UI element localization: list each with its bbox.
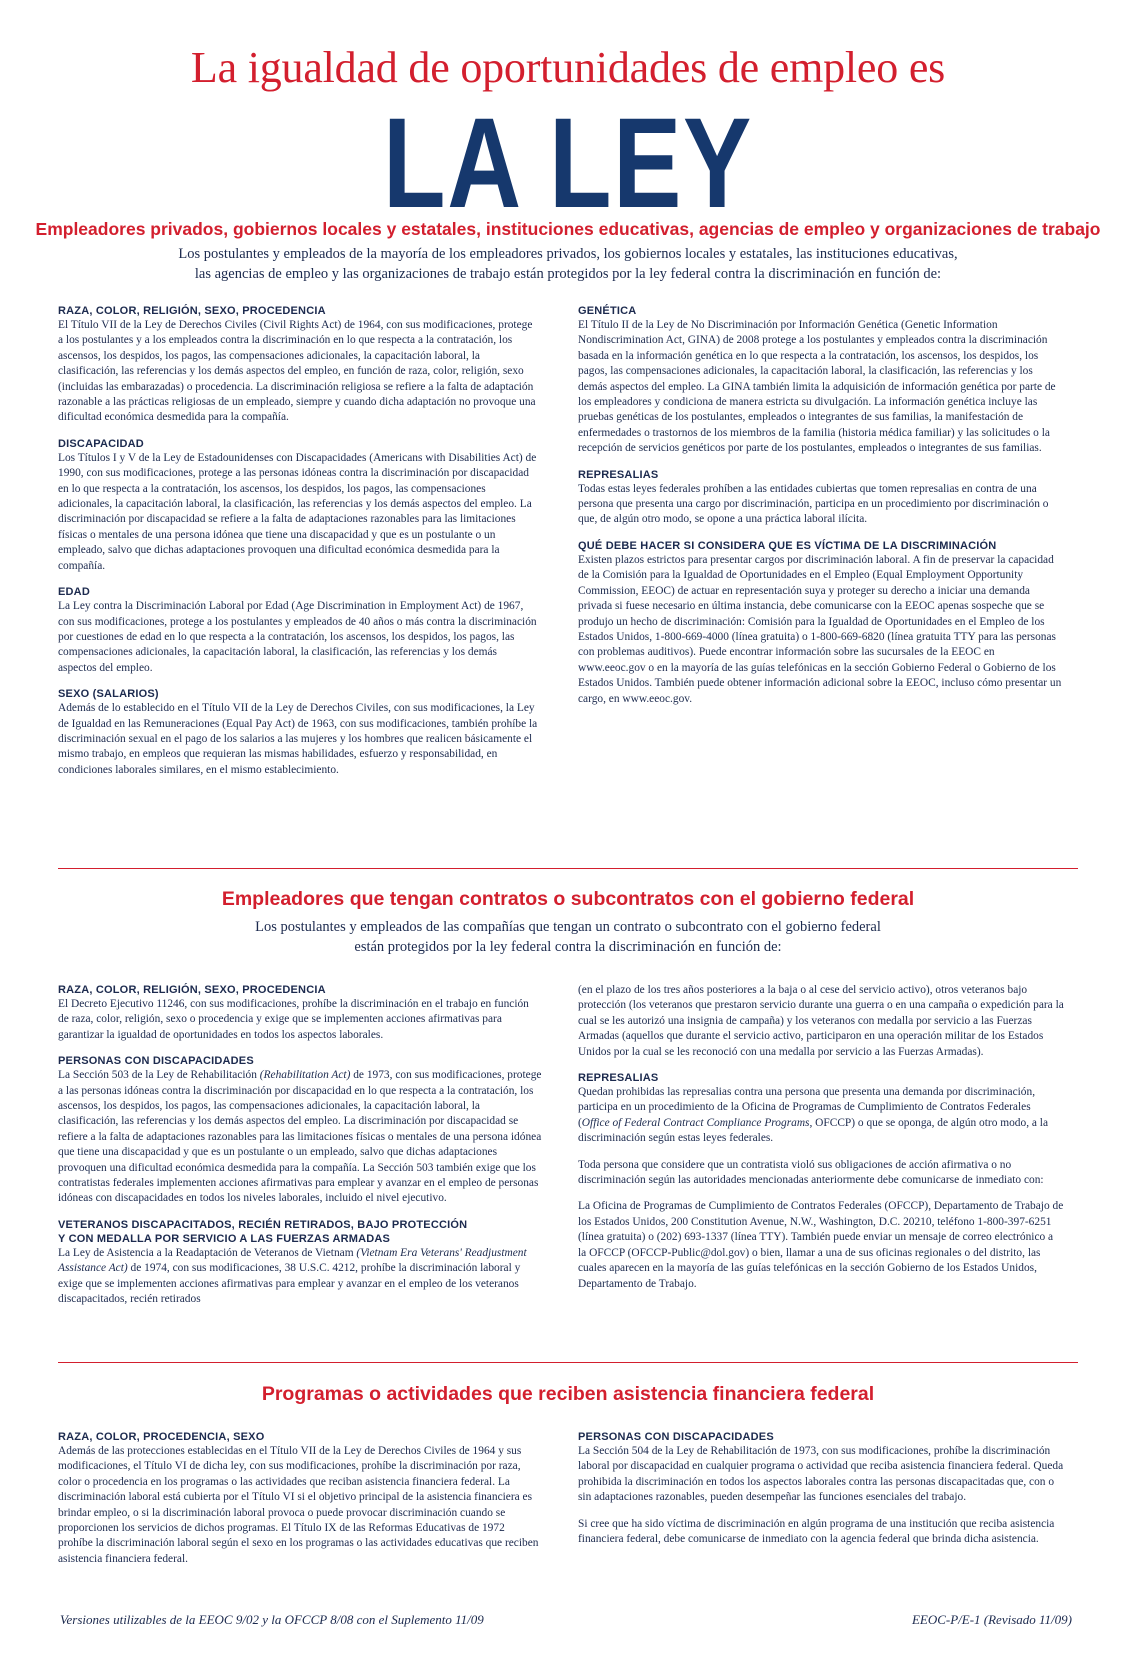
contractor-retaliation-block <box>578 1071 1064 1147</box>
block-heading: SEXO (SALARIOS) <box>58 688 159 701</box>
body-text: de 1973, con sus modificaciones, protege a las personas idóneas contra la discriminación por discapacidad en lo que respecta a la contratación, los ascensos, los despidos, los pagos, las compensaciones adicionales, la capacitación laboral, la clasificación, las referencias y los demás aspectos del empleo. La discriminación por discapacidad se refiere a la falta de adaptaciones razonables para las limitaciones físicas o mentales de una persona idónea que tiene una discapacidad y que es un postulante o un empleado, salvo que dichas adaptaciones provoquen una dificultad económica desmedida para la compañía. La Sección 503 también exige que los contratistas federales implementen acciones afirmativas para emplear y avanzar en el empleo de personas idóneas con discapacidades en todos los niveles laborales, incluido el nivel ejecutivo. <box>58 1069 542 1205</box>
section2-intro-line2: están protegidos por la ley federal contra la discriminación en función de: <box>354 939 782 955</box>
section-divider <box>58 1362 1078 1363</box>
block-heading: DISCAPACIDAD <box>58 437 144 450</box>
body-text: La Ley de Asistencia a la Readaptación de Veteranos de Vietnam <box>58 1246 357 1259</box>
body-text: de 1974, con sus modificaciones, 38 U.S.C. 4212, prohíbe la discriminación laboral y exige que se implementen acciones afirmativas para emplear y avanzar en el empleo de los veteranos discapacitados, recién retirados <box>58 1262 521 1306</box>
office-name: Office of Federal Contract Compliance Programs, <box>581 1116 813 1129</box>
section3-heading: Programas o actividades que reciben asistencia financiera federal <box>261 1383 875 1405</box>
block-heading: RAZA, COLOR, RELIGIÓN, SEXO, PROCEDENCIA <box>58 305 326 317</box>
block-body: Existen plazos estrictos para presentar cargos por discriminación laboral. A fin de preservar la capacidad de la Comisión para la Igualdad de Oportunidades en el Empleo (Equal Employment Opportunity Commission, EEOC) de actuar en representación suya y proteger su derecho a iniciar una demanda privada si fuese necesario en última instancia, debe comunicarse con la EEOC apenas sospeche que se produjo un hecho de discriminación: Comisión para la Igualdad de Oportunidades en el Empleo de los Estados Unidos, 1-800-669-4000 (línea gratuita) o 1-800-669-6820 (línea gratuita TTY para las personas con problemas auditivos). Puede encontrar información sobre las sucursales de la EEOC en www.eeoc.gov o en la mayoría de las guías telefónicas en la sección Gobierno Federal o Gobierno de los Estados Unidos. También puede obtener información adicional sobre la EEOC, incluso cómo presentar un cargo, en www.eeoc.gov. <box>578 553 1062 705</box>
footer-form-number: EEOC-P/E-1 (Revisado 11/09) <box>911 1612 1072 1627</box>
block-heading: RAZA, COLOR, PROCEDENCIA, SEXO <box>58 1431 265 1443</box>
block-heading: PERSONAS CON DISCAPACIDADES <box>58 1055 254 1068</box>
body-text: La Sección 503 de la Ley de Rehabilitación <box>58 1069 260 1082</box>
block-body: El Decreto Ejecutivo 11246, con sus modificaciones, prohíbe la discriminación en el trabajo en función de raza, color, religión, sexo o procedencia y exige que se implementen acciones afirmativas para garantizar la igualdad de oportunidades en todos los aspectos laborales. <box>58 998 529 1041</box>
block-body <box>58 1068 542 1207</box>
contractor-race-block <box>58 983 542 1043</box>
section2-intro-line1: Los postulantes y empleados de las compañías que tengan un contrato o subcontrato con el gobierno federal <box>255 919 881 935</box>
block-heading: PERSONAS CON DISCAPACIDADES <box>578 1431 774 1443</box>
block-heading-line1: VETERANOS DISCAPACITADOS, RECIÉN RETIRADOS, BAJO PROTECCIÓN <box>58 1218 468 1231</box>
block-body-second: Si cree que ha sido víctima de discriminación en algún programa de una institución que reciba asistencia financiera federal, debe comunicarse de inmediato con la agencia federal que brinda dicha asistencia. <box>578 1517 1055 1546</box>
block-body: Además de las protecciones establecidas en el Título VII de la Ley de Derechos Civiles de 1964 y sus modificaciones, el Título VI de dicha ley, con sus modificaciones, prohíbe la discriminación por raza, color o procedencia en los programas o las actividades que reciban asistencia financiera federal. La discriminación laboral está cubierta por el Título VI si el objetivo principal de la asistencia financiera es brindar empleo, o si la discriminación laboral provoca o puede provocar discriminación cuando se proporcionen los servicios de dichos programas. El Título IX de las Reformas Educativas de 1972 prohíbe la discriminación laboral según el sexo en los programas o las actividades educativas que reciben asistencia financiera federal. <box>58 1445 539 1565</box>
block-body: El Título II de la Ley de No Discriminación por Información Genética (Genetic Information Nondiscrimination Act, GINA) de 2008 protege a los postulantes y empleados contra la discriminación basada en la información genética en lo que respecta a la contratación, los ascensos, los despidos, los pagos, las compensaciones adicionales, la capacitación laboral, la clasificación, las referencias y los demás aspectos del empleo. La GINA también limita la adquisición de información genética por parte de los empleadores y condiciona de manera estricta su divulgación. La información genética incluye las pruebas genéticas de los postulantes, empleados o integrantes de sus familias, la manifestación de enfermedades o trastornos de los miembros de la familia (historia médica familiar) y las solicitudes o la recepción de servicios genéticos por parte de los postulantes, empleados o integrantes de sus familias. <box>578 319 1056 455</box>
block-heading: EDAD <box>58 586 90 599</box>
act-name: (Rehabilitation Act) <box>259 1069 351 1082</box>
what-to-do-block <box>578 539 1064 707</box>
section1-heading: Empleadores privados, gobiernos locales y estatales, instituciones educativas, agencias de empleo y organizaciones de trabajo <box>35 219 1101 239</box>
footer-versions: Versiones utilizables de la EEOC 9/02 y la OFCCP 8/08 con el Suplemento 11/09 <box>60 1612 484 1627</box>
retaliation-block <box>578 468 1064 528</box>
block-body: Además de lo establecido en el Título VII de la Ley de Derechos Civiles, con sus modificaciones, la Ley de Igualdad en las Remuneraciones (Equal Pay Act) de 1963, con sus modificaciones, también prohíbe la discriminación sexual en el pago de los salarios a las mujeres y los hombres que realicen básicamente el mismo trabajo, en empleos que requieran las mismas habilidades, esfuerzo y responsabilidad, en condiciones laborales similares, en el mismo establecimiento. <box>58 702 538 776</box>
federal-aid-disability-block <box>578 1430 1064 1547</box>
act-name: (Vietnam Era Veterans' Readjustment Assistance Act) <box>58 1246 527 1275</box>
block-body: La Ley contra la Discriminación Laboral por Edad (Age Discrimination in Employment Act) de 1967, con sus modificaciones, protege a los postulantes y empleados de 40 años o más contra la discriminación por cuestiones de edad en lo que respecta a la contratación, los ascensos, los despidos, los pagos, las compensaciones adicionales, la capacitación laboral, la clasificación, las referencias y los demás aspectos del empleo. <box>58 600 537 674</box>
block-heading: QUÉ DEBE HACER SI CONSIDERA QUE ES VÍCTIMA DE LA DISCRIMINACIÓN <box>578 539 997 552</box>
section3-left-column <box>58 1430 542 1571</box>
section1-intro-line2: las agencias de empleo y las organizaciones de trabajo están protegidos por la ley federal contra la discriminación en función de: <box>194 266 942 282</box>
section1-intro <box>80 244 1056 284</box>
poster-title: LA LEY <box>383 92 753 235</box>
race-color-religion-block <box>58 304 538 426</box>
federal-aid-race-block <box>58 1430 542 1567</box>
veterans-block <box>58 1218 542 1308</box>
ofccp-contact-paragraph: La Oficina de Programas de Cumplimiento de Contratos Federales (OFCCP), Departamento de Trabajo de los Estados Unidos, 200 Constitution Avenue, N.W., Washington, D.C. 20210, teléfono 1-800-397-6251 (línea gratuita) o (202) 693-1337 (línea TTY). También puede enviar un mensaje de correo electrónico a la OFCCP (OFCCP-Public@dol.gov) o bien, llamar a una de sus oficinas regionales o del distrito, las cuales aparecen en la mayoría de las guías telefónicas en la sección Gobierno de los Estados Unidos, Departamento de Trabajo. <box>578 1200 1064 1290</box>
body-text: Quedan prohibidas las represalias contra una persona que presenta una demanda por discriminación, participa en un procedimiento de la Oficina de Programas de Cumplimiento de Contratos Federales ( <box>578 1086 1036 1129</box>
block-heading-line2: Y CON MEDALLA POR SERVICIO A LAS FUERZAS ARMADAS <box>58 1232 391 1245</box>
block-heading: RAZA, COLOR, RELIGIÓN, SEXO, PROCEDENCIA <box>58 984 326 996</box>
section2-left-column <box>58 983 542 1312</box>
block-body: El Título VII de la Ley de Derechos Civiles (Civil Rights Act) de 1964, con sus modificaciones, protege a los postulantes y a los empleados contra la discriminación en lo que respecta a la contratación, los ascensos, los despidos, los pagos, las compensaciones adicionales, la capacitación laboral, la clasificación, las referencias y los demás aspectos del empleo, en función de raza, color, religión, sexo (incluidas las embarazadas) o procedencia. La discriminación religiosa se refiere a la falta de adaptación razonable a las prácticas religiosas de un empleado, siempre y cuando dicha adaptación no provoque una dificultad económica desmedida para la compañía. <box>58 319 536 424</box>
genetics-block <box>578 304 1064 457</box>
age-block <box>58 585 538 676</box>
disability-block <box>58 437 538 574</box>
block-body: Los Títulos I y V de la Ley de Estadounidenses con Discapacidades (Americans with Disabilities Act) de 1990, con sus modificaciones, protege a las personas idóneas contra la discriminación por discapacidad en lo que respecta a la contratación, los ascensos, los despidos, los pagos, las compensaciones adicionales, la capacitación laboral, la clasificación, las referencias y los demás aspectos del empleo. La discriminación por discapacidad se refiere a la falta de adaptaciones razonables para las limitaciones físicas o mentales de una persona idónea que tiene una discapacidad y que es un postulante o un empleado, salvo que dichas adaptaciones provoquen una dificultad económica desmedida para la compañía. <box>58 451 537 572</box>
section1-right-column <box>578 304 1064 711</box>
block-body: La Sección 504 de la Ley de Rehabilitación de 1973, con sus modificaciones, prohíbe la discriminación laboral por discapacidad en cualquier programa o actividad que reciba asistencia financiera federal. Queda prohibida la discriminación en todos los aspectos laborales contra las personas discapacitadas que, con o sin adaptaciones razonables, pueden desempeñar las funciones esenciales del trabajo. <box>578 1445 1064 1504</box>
poster-subtitle: La igualdad de oportunidades de empleo es <box>190 43 946 92</box>
block-heading: REPRESALIAS <box>578 468 659 481</box>
section2-heading: Empleadores que tengan contratos o subcontratos con el gobierno federal <box>221 888 915 910</box>
section-divider <box>58 868 1078 869</box>
sex-wages-block <box>58 687 538 778</box>
body-text: OFCCP) o que se oponga, de algún otro modo, a la discriminación según estas leyes federales. <box>578 1116 1049 1145</box>
block-heading: REPRESALIAS <box>578 1072 659 1085</box>
block-heading: GENÉTICA <box>578 305 637 317</box>
section1-left-column <box>58 304 538 782</box>
block-body <box>58 1246 542 1308</box>
section2-right-column <box>578 983 1064 1292</box>
section1-intro-line1: Los postulantes y empleados de la mayoría de los empleadores privados, los gobiernos locales y estatales, las instituciones educativas, <box>178 246 958 262</box>
section3-right-column <box>578 1430 1064 1551</box>
veterans-continued: (en el plazo de los tres años posteriores a la baja o al cese del servicio activo), otros veteranos bajo protección (los veteranos que prestaron servicio durante una guerra o en una campaña o expedición para la cual se les autorizó una insignia de campaña) y los veteranos con medalla por servicio a las Fuerzas Armadas (aquellos que durante el servicio activo, participaron en una operación militar de los Estados Unidos por la cual se les reconoció con una medalla por servicio a las Fuerzas Armadas). <box>578 984 1064 1058</box>
contractor-disability-block <box>58 1054 542 1207</box>
block-body: Todas estas leyes federales prohíben a las entidades cubiertas que tomen represalias en contra de una persona que presenta una cargo por discriminación, participa en un procedimiento por discriminación o que, de algún otro modo, se opone a una práctica laboral ilícita. <box>578 482 1049 526</box>
complaint-paragraph: Toda persona que considere que un contratista violó sus obligaciones de acción afirmativa o no discriminación según las autoridades mencionadas anteriormente debe comunicarse de inmediato con: <box>578 1158 1044 1187</box>
section2-intro <box>80 917 1056 957</box>
block-body <box>578 1085 1064 1147</box>
